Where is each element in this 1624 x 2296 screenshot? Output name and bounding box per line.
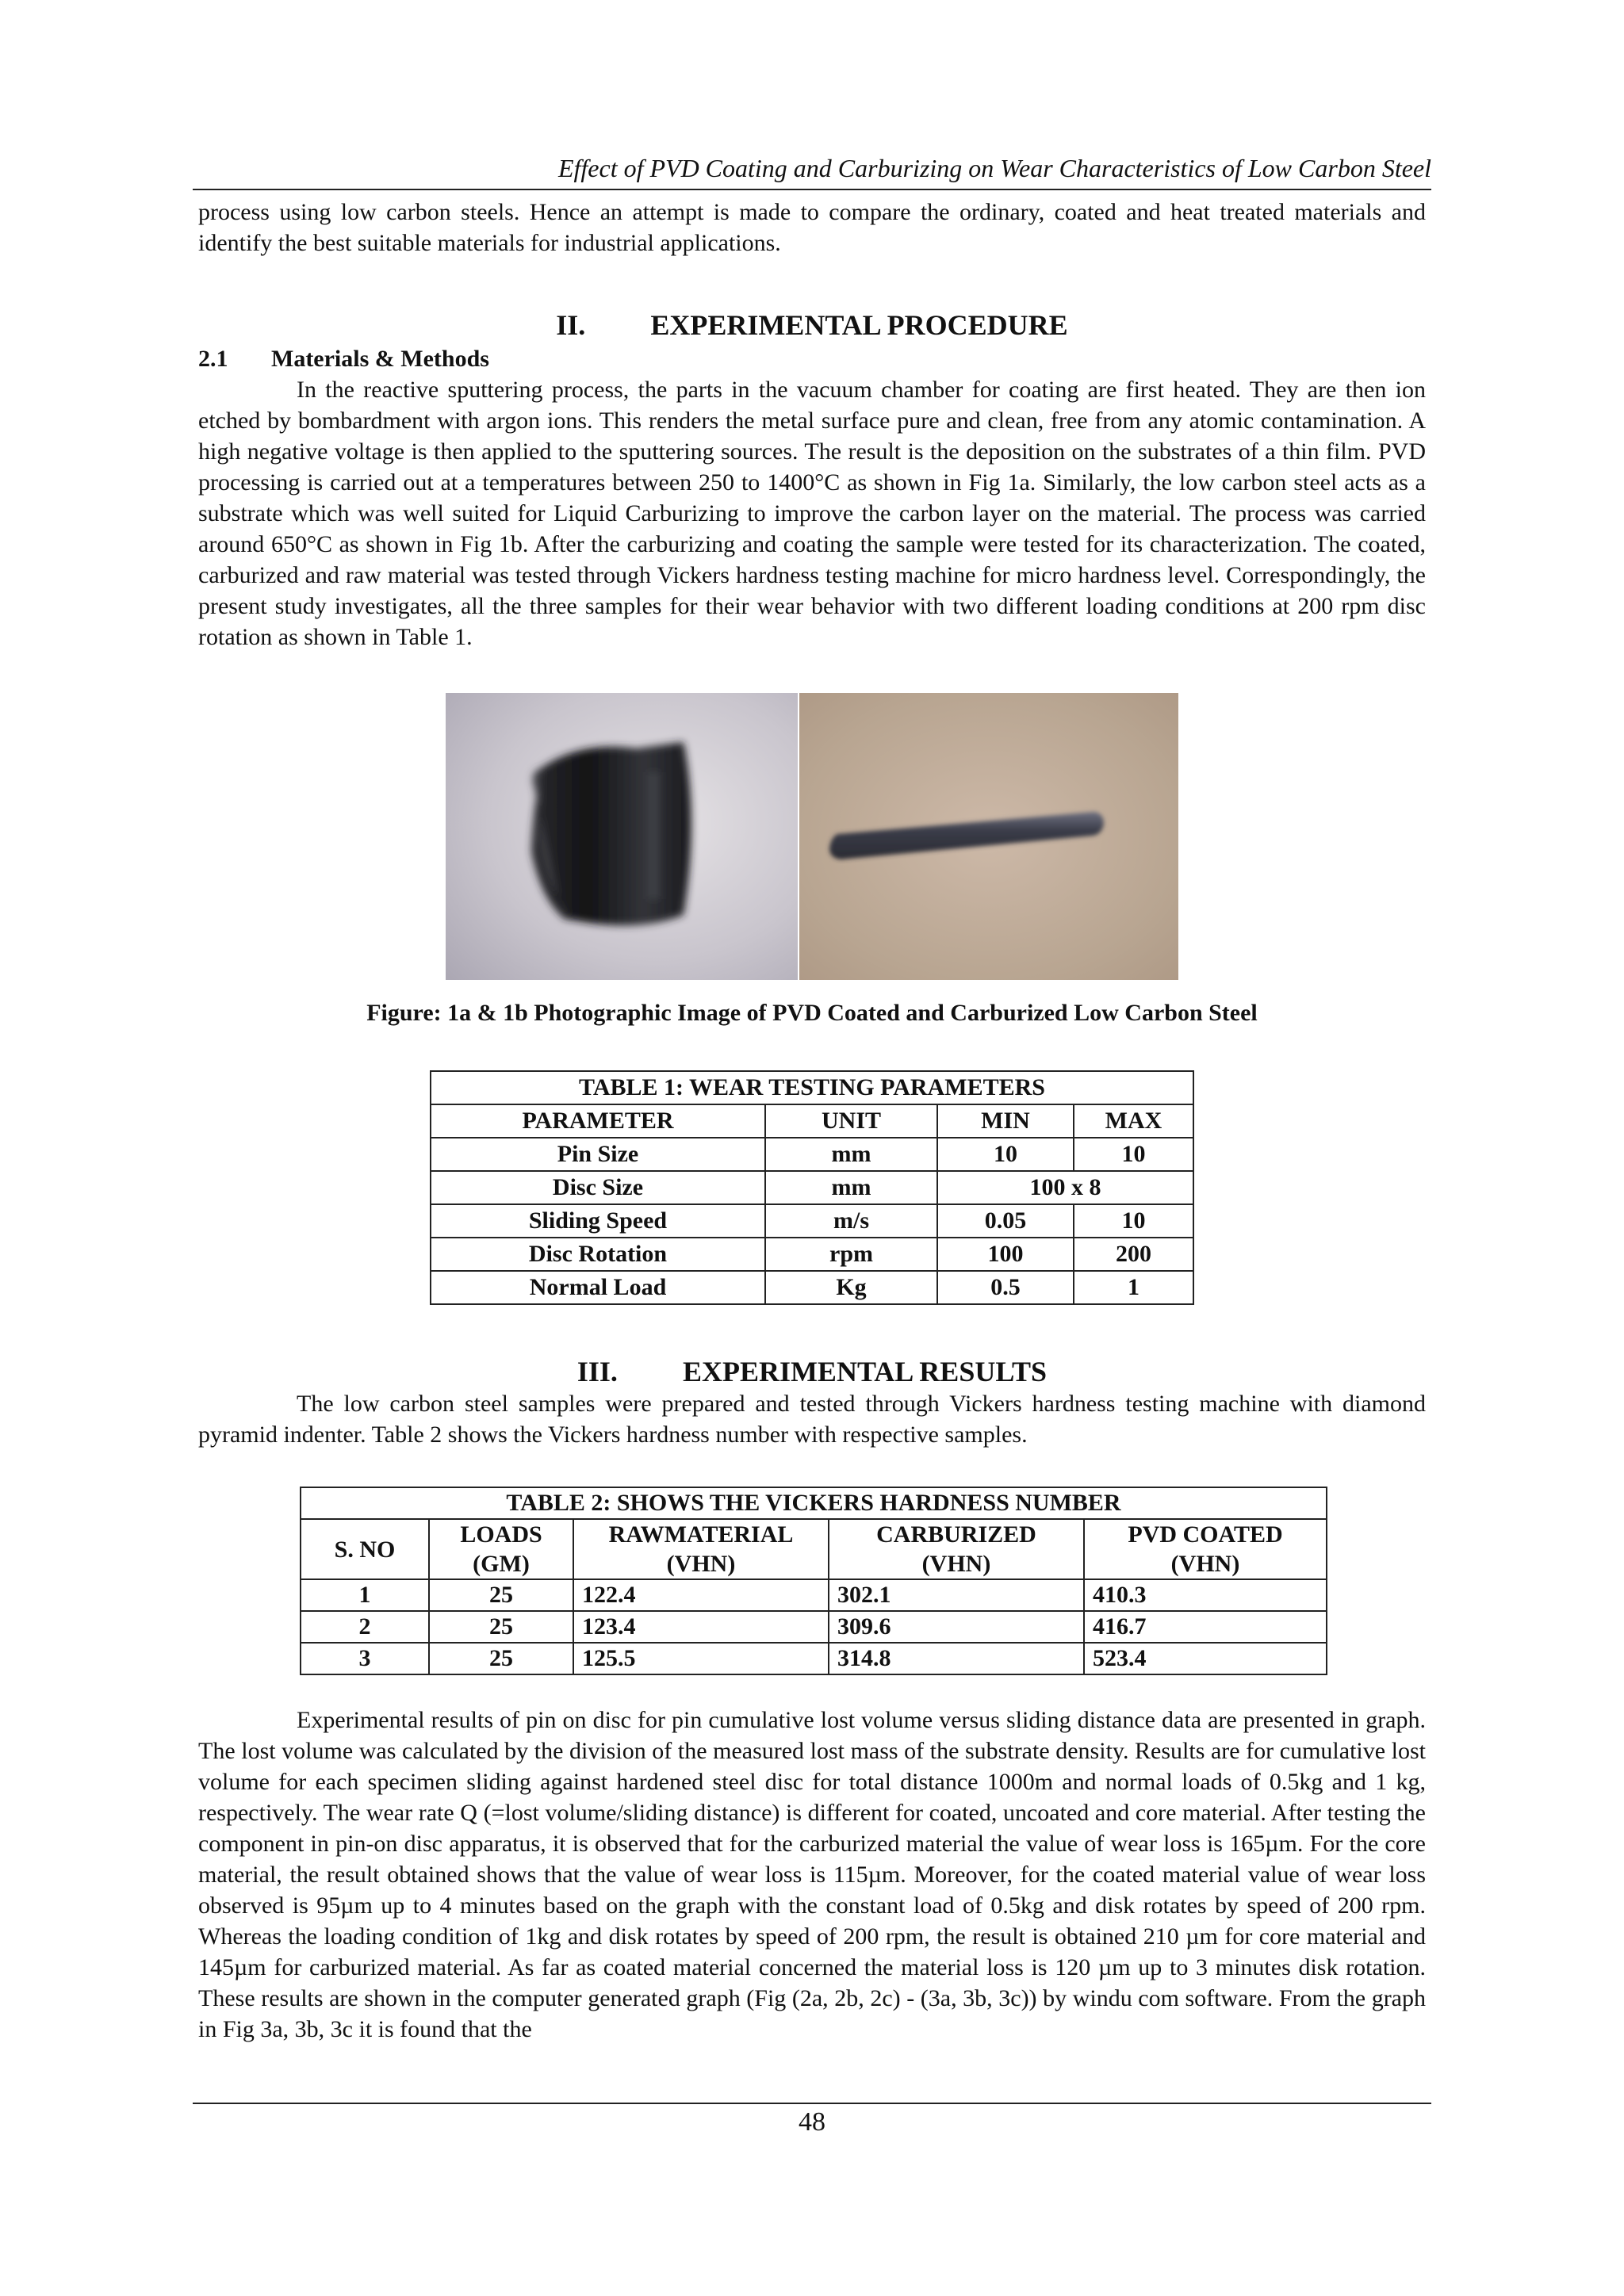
table-cell: 416.7 xyxy=(1084,1611,1327,1643)
table-wear-testing-parameters xyxy=(430,1070,1194,1305)
table-cell: 125.5 xyxy=(573,1643,829,1674)
table-row xyxy=(431,1238,1193,1271)
table2-header-cell xyxy=(429,1519,573,1579)
table-cell: 2 xyxy=(301,1611,429,1643)
table2-header-cell xyxy=(573,1519,829,1579)
figure-caption: Figure: 1a & 1b Photographic Image of PVD Coated and Carburized Low Carbon Steel xyxy=(366,1000,1258,1026)
table-cell: Pin Size xyxy=(431,1138,765,1171)
table-cell: 314.8 xyxy=(829,1643,1084,1674)
table1-title: TABLE 1: WEAR TESTING PARAMETERS xyxy=(431,1071,1193,1104)
header-line: S. NO xyxy=(334,1536,396,1563)
table-cell: m/s xyxy=(765,1204,937,1238)
table-cell: 309.6 xyxy=(829,1611,1084,1643)
table-cell: 100 x 8 xyxy=(937,1171,1193,1204)
table-cell: 25 xyxy=(429,1611,573,1643)
section-title: EXPERIMENTAL PROCEDURE xyxy=(650,309,1068,341)
table1-header-cell: MAX xyxy=(1074,1104,1193,1138)
table-cell: 200 xyxy=(1074,1238,1193,1271)
table-cell: 25 xyxy=(429,1643,573,1674)
table-cell: mm xyxy=(765,1171,937,1204)
materials-methods-paragraph: In the reactive sputtering process, the parts in the vacuum chamber for coating are first heated. They are then ion etched by bombardment with argon ions. This renders the metal surface pure and clean, free from any atomic contamination. A high negative voltage is then applied to the sputtering sources. The result is the deposition on the substrates of a thin film. PVD processing is carried out at a temperatures between 250 to 1400°C as shown in Fig 1a. Similarly, the low carbon steel acts as a substrate which was well suited for Liquid Carburizing to improve the carbon layer on the material. The process was carried around 650°C as shown in Fig 1b. After the carburizing and coating the sample were tested for its characterization. The coated, carburized and raw material was tested through Vickers hardness testing machine for micro hardness level. Correspondingly, the present study investigates, all the three samples for their wear behavior with two different loading conditions at 200 rpm disc rotation as shown in Table 1. xyxy=(198,377,1426,650)
subsection-number: 2.1 xyxy=(198,346,228,372)
header-line: (VHN) xyxy=(921,1551,991,1577)
table-vickers-hardness xyxy=(300,1487,1327,1675)
table1-header-cell: MIN xyxy=(937,1104,1074,1138)
header-line: CARBURIZED xyxy=(876,1521,1036,1548)
table-cell: Normal Load xyxy=(431,1271,765,1304)
section-number: III. xyxy=(576,1356,618,1387)
table2-header-cell xyxy=(829,1519,1084,1579)
header-line: RAWMATERIAL xyxy=(608,1521,794,1548)
table-cell: mm xyxy=(765,1138,937,1171)
header-line: (VHN) xyxy=(666,1551,736,1577)
section-title: EXPERIMENTAL RESULTS xyxy=(682,1356,1048,1387)
table-row xyxy=(431,1271,1193,1304)
table-cell: 10 xyxy=(937,1138,1074,1171)
table-cell: 0.5 xyxy=(937,1271,1074,1304)
table2-header-cell xyxy=(301,1519,429,1579)
header-line: (VHN) xyxy=(1170,1551,1240,1577)
intro-paragraph: process using low carbon steels. Hence an attempt is made to compare the ordinary, coated and heat treated materials and identify the best suitable materials for industrial applications. xyxy=(198,199,1426,256)
header-line: (GM) xyxy=(473,1551,530,1577)
page-number: 48 xyxy=(799,2107,825,2137)
section-heading-experimental-results xyxy=(198,1354,1426,1389)
table-cell: 3 xyxy=(301,1643,429,1674)
table-cell: 10 xyxy=(1074,1204,1193,1238)
table-cell: 410.3 xyxy=(1084,1579,1327,1611)
table-cell: Sliding Speed xyxy=(431,1204,765,1238)
results-intro-paragraph: The low carbon steel samples were prepared and tested through Vickers hardness testing machine with diamond pyramid indenter. Table 2 shows the Vickers hardness number with respective samples. xyxy=(198,1391,1426,1448)
table-cell: Disc Size xyxy=(431,1171,765,1204)
table-cell: 100 xyxy=(937,1238,1074,1271)
table-row xyxy=(431,1204,1193,1238)
table-row xyxy=(301,1611,1327,1643)
header-line: LOADS xyxy=(460,1521,542,1548)
table1-header-cell: PARAMETER xyxy=(431,1104,765,1138)
figure-1b-photo xyxy=(799,693,1178,980)
table-cell: 10 xyxy=(1074,1138,1193,1171)
table2-header-cell xyxy=(1084,1519,1327,1579)
table1-header-cell: UNIT xyxy=(765,1104,937,1138)
footer-rule xyxy=(193,2103,1431,2104)
header-rule xyxy=(193,189,1431,190)
header-line: PVD COATED xyxy=(1128,1521,1283,1548)
subsection-heading-materials-methods xyxy=(198,343,489,374)
table-row xyxy=(431,1138,1193,1171)
section-number: II. xyxy=(556,309,586,341)
table-cell: 1 xyxy=(301,1579,429,1611)
table-cell: 123.4 xyxy=(573,1611,829,1643)
table-row xyxy=(431,1171,1193,1204)
section-heading-experimental-procedure xyxy=(198,308,1426,342)
table1-header-row xyxy=(431,1104,1193,1138)
table-row xyxy=(301,1643,1327,1674)
running-header: Effect of PVD Coating and Carburizing on Wear Characteristics of Low Carbon Steel xyxy=(557,154,1431,182)
table-cell: 1 xyxy=(1074,1271,1193,1304)
table-cell: 122.4 xyxy=(573,1579,829,1611)
table-row xyxy=(301,1579,1327,1611)
table2-header-row xyxy=(301,1519,1327,1579)
figure-1a-photo xyxy=(446,693,798,980)
table-cell: Kg xyxy=(765,1271,937,1304)
results-discussion-paragraph: Experimental results of pin on disc for pin cumulative lost volume versus sliding distance data are presented in graph. The lost volume was calculated by the division of the measured lost mass of the substrate density. Results are for cumulative lost volume for each specimen sliding against hardened steel disc for total distance 1000m and normal loads of 0.5kg and 1 kg, respectively. The wear rate Q (=lost volume/sliding distance) is different for coated, uncoated and core material. After testing the component in pin-on disc apparatus, it is observed that for the carburized material the value of wear loss is 165µm. For the core material, the result obtained shows that the value of wear loss is 115µm. Moreover, for the coated material value of wear loss observed is 95µm up to 4 minutes based on the graph with the constant load of 0.5kg and disk rotates by speed of 200 rpm. Whereas the loading condition of 1kg and disk rotates by speed of 200 rpm, the result is obtained 210 µm for core material and 145µm for carburized material. As far as coated material concerned the material loss is 120 µm up to 3 minutes disk rotation. These results are shown in the computer generated graph (Fig (2a, 2b, 2c) - (3a, 3b, 3c)) by windu com software. From the graph in Fig 3a, 3b, 3c it is found that the xyxy=(198,1707,1426,2042)
subsection-title: Materials & Methods xyxy=(271,346,489,372)
table-cell: Disc Rotation xyxy=(431,1238,765,1271)
table-cell: 25 xyxy=(429,1579,573,1611)
table-cell: rpm xyxy=(765,1238,937,1271)
table-cell: 302.1 xyxy=(829,1579,1084,1611)
table-cell: 523.4 xyxy=(1084,1643,1327,1674)
table-cell: 0.05 xyxy=(937,1204,1074,1238)
table2-title: TABLE 2: SHOWS THE VICKERS HARDNESS NUMBER xyxy=(301,1487,1327,1519)
